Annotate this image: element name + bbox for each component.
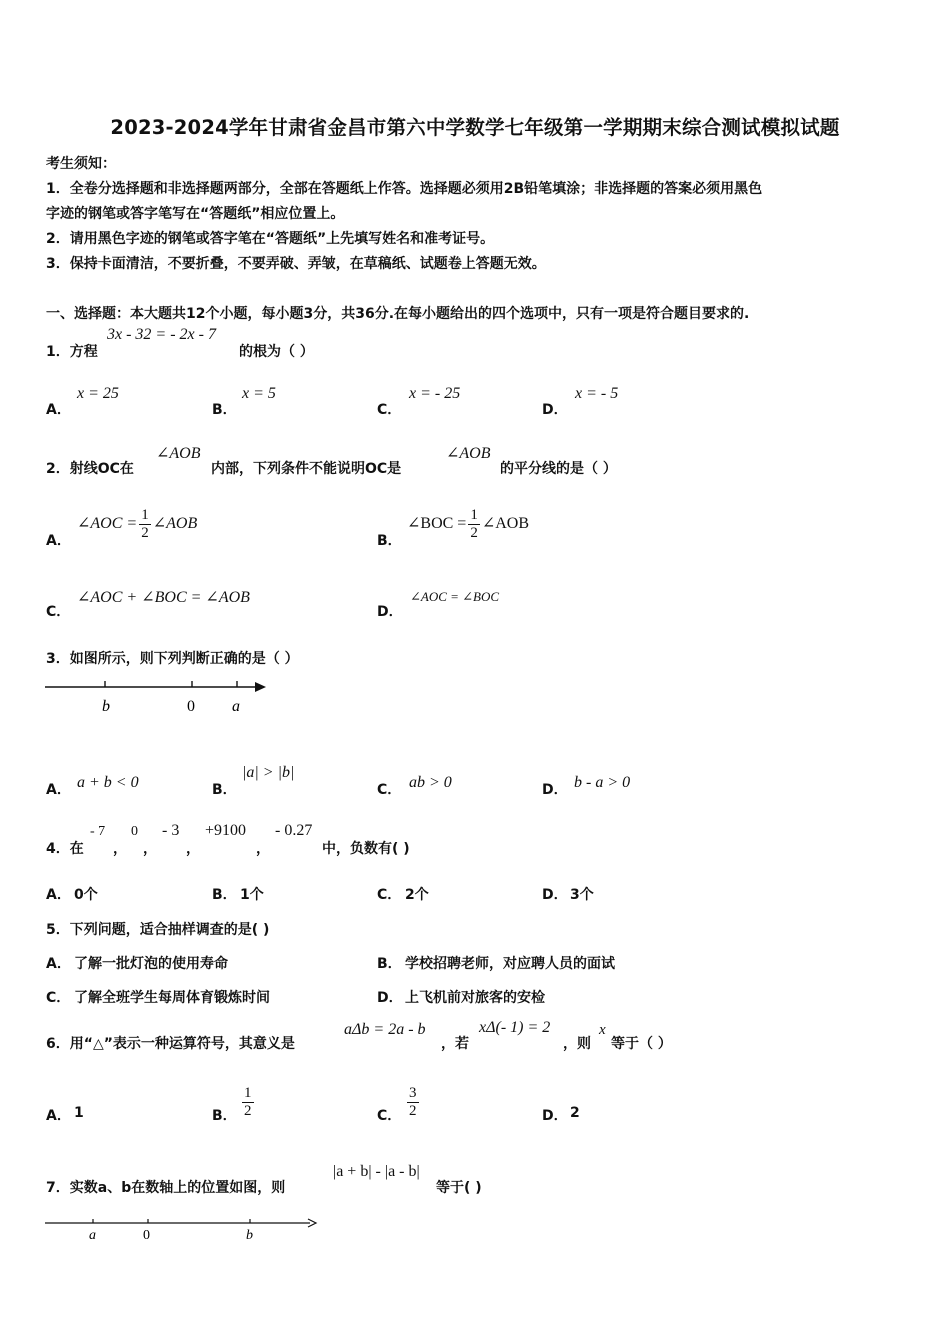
q2-part-2: 内部，下列条件不能说明OC是 (211, 461, 402, 477)
q7-suffix: 等于( ) (436, 1180, 482, 1196)
notice-line-1a: 1．全卷分选择题和非选择题两部分，全部在答题纸上作答。选择题必须用2B铅笔填涂；非选择题的答案必须用黑色 (46, 181, 763, 197)
q6-part-1: 6．用“△”表示一种运算符号，其意义是 (46, 1036, 295, 1052)
q3-label-opt-d: D． (542, 782, 568, 798)
q4-option-a: 0个 (74, 887, 98, 903)
q2-b-left: ∠BOC = (407, 515, 467, 532)
q4-num-4: +9100 (205, 822, 247, 839)
q6-label-a: A． (46, 1108, 71, 1124)
q4-num-3: - 3 (162, 822, 180, 839)
q5-option-b: 学校招聘老师，对应聘人员的面试 (405, 956, 615, 972)
notice-heading: 考生须知： (46, 156, 116, 172)
notice-line-2: 2．请用黑色字迹的钢笔或答字笔在“答题纸”上先填写姓名和准考证号。 (46, 231, 495, 247)
q4-suffix: 中，负数有( ) (322, 841, 410, 857)
q2-label-d: D． (377, 604, 403, 620)
q3-label-opt-a: A． (46, 782, 71, 798)
q7-label-b: b (246, 1228, 253, 1243)
q2-part-3: 的平分线的是（ ） (500, 461, 617, 477)
q5-option-a: 了解一批灯泡的使用寿命 (74, 956, 228, 972)
q6-option-b (240, 1080, 256, 1124)
q6-b-numerator: 1 (244, 1084, 252, 1101)
q7-prefix: 7．实数a、b在数轴上的位置如图，则 (46, 1180, 286, 1196)
q6-part-3: ，则 (563, 1036, 591, 1052)
q3-label-b: b (102, 698, 110, 715)
q5-label-b: B． (377, 956, 402, 972)
q2-label-a: A． (46, 533, 71, 549)
q6-b-fraction (242, 1085, 254, 1120)
q6-b-denominator: 2 (244, 1102, 252, 1119)
q6-option-d: 2 (570, 1105, 580, 1121)
q1-label-c: C． (377, 402, 402, 418)
q3-label-0: 0 (187, 698, 195, 715)
q5-label-d: D． (377, 990, 403, 1006)
q2-b-numerator: 1 (470, 506, 478, 523)
q6-c-denominator: 2 (409, 1102, 417, 1119)
q2-label-b: B． (377, 533, 402, 549)
q1-option-c: x = - 25 (409, 385, 461, 402)
q4-option-c: 2个 (405, 887, 429, 903)
q2-a-right: ∠AOB (152, 515, 198, 532)
q2-option-b (407, 502, 529, 546)
q3-label-opt-c: C． (377, 782, 402, 798)
q2-a-left: ∠AOC = (77, 515, 138, 532)
q4-num-2: 0 (131, 824, 138, 839)
q2-option-d: ∠AOC = ∠BOC (410, 589, 500, 604)
q3-option-c: ab > 0 (409, 774, 452, 791)
q6-option-c (405, 1080, 421, 1124)
q7-label-a: a (89, 1228, 96, 1243)
q2-b-fraction (468, 507, 480, 542)
q1-prefix: 1．方程 (46, 344, 98, 360)
q3-stem: 3．如图所示，则下列判断正确的是（ ） (46, 651, 299, 667)
q1-suffix: 的根为（ ） (239, 344, 314, 360)
q6-part-2: ，若 (441, 1036, 469, 1052)
q3-option-d: b - a > 0 (574, 774, 631, 791)
q2-a-denominator: 2 (141, 524, 149, 541)
q6-option-a: 1 (74, 1105, 84, 1121)
q3-axis-arrow (255, 682, 266, 692)
q2-angle-2: ∠AOB (446, 445, 491, 462)
q3-number-line (44, 676, 274, 720)
q4-sep-4: ， (256, 841, 270, 857)
q3-option-b: |a| > |b| (242, 764, 295, 781)
q3-option-a: a + b < 0 (77, 774, 139, 791)
q6-variable: x (599, 1022, 606, 1038)
q2-part-1: 2．射线OC在 (46, 461, 134, 477)
q1-label-b: B． (212, 402, 237, 418)
page-title: 2023-2024学年甘肃省金昌市第六中学数学七年级第一学期期末综合测试模拟试题 (110, 116, 840, 139)
q4-label-a: A． (46, 887, 71, 903)
q1-label-d: D． (542, 402, 568, 418)
q3-label-a: a (232, 698, 240, 715)
section-heading: 一、选择题：本大题共12个小题，每小题3分，共36分.在每小题给出的四个选项中，只有一项是符合题目要求的. (46, 306, 750, 322)
q4-num-5: - 0.27 (275, 822, 313, 839)
q2-angle-1: ∠AOB (156, 445, 201, 462)
q4-option-d: 3个 (570, 887, 594, 903)
q4-prefix: 4．在 (46, 841, 84, 857)
q2-b-right: ∠AOB (481, 515, 530, 532)
q2-a-fraction (139, 507, 151, 542)
q7-expression: |a + b| - |a - b| (333, 1163, 420, 1180)
q6-condition: xΔ(- 1) = 2 (479, 1019, 551, 1036)
q4-sep-1: ， (113, 841, 127, 857)
q6-part-4: 等于（ ） (611, 1036, 672, 1052)
notice-line-1b: 字迹的钢笔或答字笔写在“答题纸”相应位置上。 (46, 206, 345, 222)
q1-option-b: x = 5 (242, 385, 276, 402)
q5-stem: 5．下列问题，适合抽样调查的是( ) (46, 922, 270, 938)
q4-num-1: - 7 (90, 824, 106, 839)
q1-option-d: x = - 5 (575, 385, 619, 402)
q2-a-numerator: 1 (141, 506, 149, 523)
q6-label-b: B． (212, 1108, 237, 1124)
q4-sep-3: ， (186, 841, 200, 857)
q1-label-a: A． (46, 402, 71, 418)
q6-label-c: C． (377, 1108, 402, 1124)
q5-option-d: 上飞机前对旅客的安检 (405, 990, 545, 1006)
q4-label-b: B． (212, 887, 237, 903)
q4-label-d: D． (542, 887, 568, 903)
q1-option-a: x = 25 (77, 385, 119, 402)
q6-c-fraction (407, 1085, 419, 1120)
q6-c-numerator: 3 (409, 1084, 417, 1101)
q4-option-b: 1个 (240, 887, 264, 903)
q1-equation: 3x - 32 = - 2x - 7 (107, 326, 216, 343)
q6-definition: aΔb = 2a - b (344, 1021, 426, 1038)
q5-label-c: C． (46, 990, 71, 1006)
q5-label-a: A． (46, 956, 71, 972)
q5-option-c: 了解全班学生每周体育锻炼时间 (74, 990, 270, 1006)
q2-b-denominator: 2 (470, 524, 478, 541)
q3-label-opt-b: B． (212, 782, 237, 798)
q2-option-c: ∠AOC + ∠BOC = ∠AOB (77, 589, 250, 606)
notice-line-3: 3．保持卡面清洁，不要折叠，不要弄破、弄皱，在草稿纸、试题卷上答题无效。 (46, 256, 546, 272)
q7-number-line (44, 1212, 324, 1244)
q2-option-a (77, 502, 197, 546)
q2-label-c: C． (46, 604, 71, 620)
q6-label-d: D． (542, 1108, 568, 1124)
q4-sep-2: ， (143, 841, 157, 857)
q7-label-0: 0 (143, 1228, 150, 1243)
q4-label-c: C． (377, 887, 402, 903)
